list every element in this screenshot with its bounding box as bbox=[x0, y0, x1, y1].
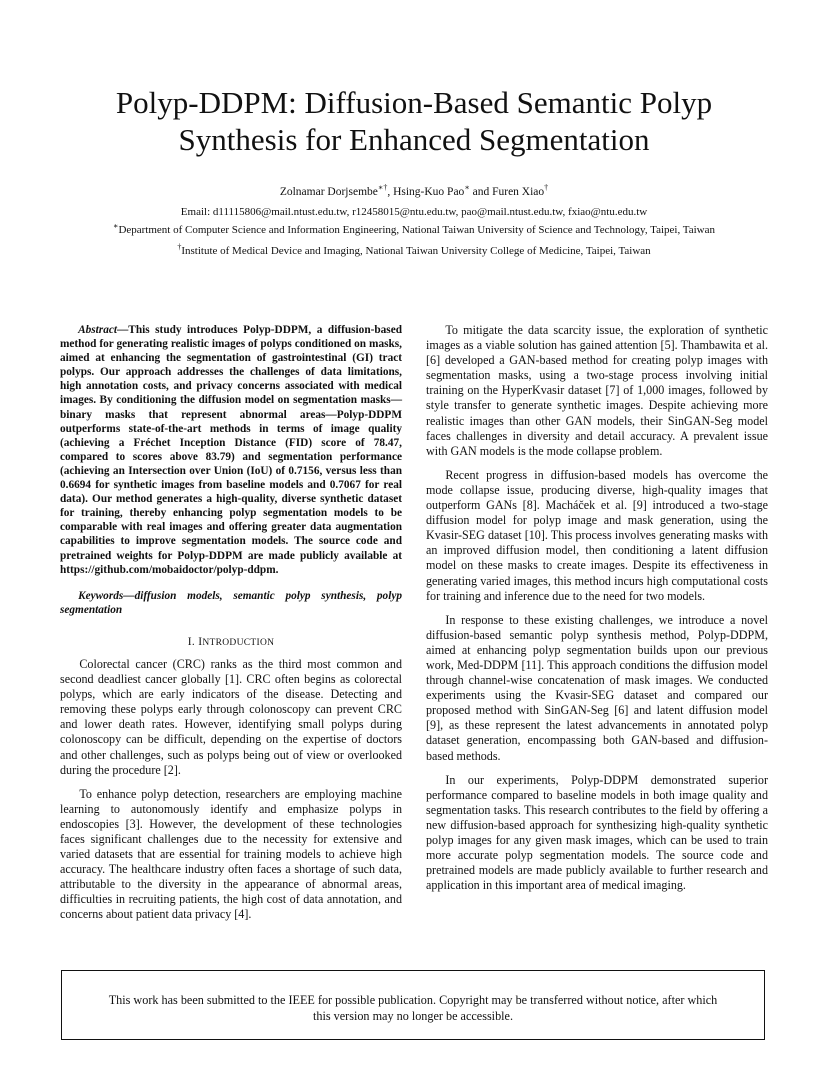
affiliation-2 bbox=[0, 242, 828, 257]
author-1: Zolnamar Dorjsembe bbox=[279, 186, 378, 198]
affiliation-2-mark: † bbox=[177, 242, 182, 252]
author-1-marks: ∗† bbox=[377, 183, 388, 193]
keywords-text: —diffusion models, semantic polyp synthesis, polyp segmentation bbox=[60, 589, 402, 616]
author-2: , Hsing-Kuo Pao bbox=[387, 186, 465, 198]
intro-paragraph-3: To mitigate the data scarcity issue, the exploration of synthetic images as a viable solution has gained attention [5]. Thambawita et al. [6] developed a GAN-based method for creating polyp images with segmentation masks, using a two-stage process involving initial training on the HyperKvasir dataset [7] of 1,000 images, followed by style transfer to generate synthetic images. Despite achieving more realistic images than other GAN models, their SinGAN-Seg model faces challenges in diversity and detail accuracy. A prevalent issue with GAN models is the mode collapse problem. bbox=[426, 323, 768, 458]
author-emails: Email: d11115806@mail.ntust.edu.tw, r12458015@ntu.edu.tw, pao@mail.ntust.edu.tw, fxiao@ntu.edu.tw bbox=[180, 206, 648, 218]
paper-title bbox=[60, 84, 768, 158]
notice-line-1: This work has been submitted to the IEEE for possible publication. Copyright may be transferred without notice, after which bbox=[108, 993, 718, 1007]
title-line-2: Synthesis for Enhanced Segmentation bbox=[178, 122, 650, 157]
intro-paragraph-2: To enhance polyp detection, researchers are employing machine learning to autonomously identify and emphasize polyps in endoscopies [3]. However, the development of these technologies faces significant challenges due to the necessity for extensive and varied datasets that are essential for training models to achieve high accuracy. The healthcare industry often faces a shortage of such data, attributable to the diversity in the appearance of abnormal areas, difficulties in recruiting patients, the high cost of data annotation, and concerns about patient data privacy [4]. bbox=[60, 786, 402, 922]
intro-paragraph-5: In response to these existing challenges, we introduce a novel diffusion-based semantic polyp synthesis method, Polyp-DDPM, aimed at enhancing polyp segmentation builds upon our previous work, Med-DDPM [11]. This approach conditions the diffusion model through channel-wise concatenation of mask images. We conducted experiments using the Kvasir-SEG dataset and compared our proposed method with SinGAN-Seg [6] and latent diffusion model [9], as these represent the latest advancements in annotated polyp dataset generation, encompassing both GAN-based and diffusion-based methods. bbox=[426, 612, 768, 763]
section-title-first: I bbox=[198, 635, 203, 648]
ieee-submission-notice bbox=[61, 970, 765, 1040]
author-2-marks: ∗ bbox=[464, 183, 470, 193]
notice-line-2: this version may no longer be accessible. bbox=[312, 1009, 514, 1023]
intro-paragraph-6: In our experiments, Polyp-DDPM demonstrated superior performance compared to baseline models in both image quality and segmentation tasks. This research contributes to the field by offering a new diffusion-based approach for synthesizing high-quality synthetic polyp images for any given mask images, which can be used to train more accurate polyp segmentation models. The source code and pretrained models are made publicly available to further research and application in this important area of medical imaging. bbox=[426, 772, 768, 893]
abstract-text: —This study introduces Polyp-DDPM, a diffusion-based method for generating realistic images of polyps conditioned on masks, aimed at enhancing the segmentation of gastrointestinal (GI) tract polyps. Our approach addresses the challenges of data limitations, high annotation costs, and privacy concerns associated with medical images. By conditioning the diffusion model on segmentation masks—binary masks that represent abnormal areas—Polyp-DDPM outperforms state-of-the-art methods in terms of image quality (achieving a Fréchet Inception Distance (FID) score of 78.47, compared to scores above 83.79) and segmentation performance (achieving an Intersection over Union (IoU) of 0.7156, versus less than 0.6694 for synthetic images from baseline models and 0.7067 for real data). Our method generates a high-quality, diverse synthetic dataset for training, thereby enhancing polyp segmentation models to be comparable with real images and offering greater data augmentation capabilities to improve segmentation models. The source code and pretrained weights for Polyp-DDPM are made publicly available at https://github.com/mobaidoctor/polyp-ddpm. bbox=[60, 324, 402, 576]
title-line-1: Polyp-DDPM: Diffusion-Based Semantic Polyp bbox=[115, 85, 713, 120]
intro-paragraph-4: Recent progress in diffusion-based models has overcome the mode collapse issue, producing diverse, high-quality images that outperform GANs [8]. Macháček et al. [9] introduced a two-stage diffusion model for polyp image and mask generation, using the Kvasir-SEG dataset [10]. This process involves generating masks with an improved diffusion model, then conditioning a latent diffusion model on these masks to create images. Despite its effectiveness in generating varied images, this method incurs high computational costs for training and inference due to the need for two models. bbox=[426, 467, 768, 603]
affiliation-1-mark: ∗ bbox=[113, 221, 119, 231]
intro-paragraph-1: Colorectal cancer (CRC) ranks as the third most common and second deadliest cancer globally [1]. CRC often begins as colorectal polyps, which are early indicators of the disease. Detecting and removing these polyps early through colonoscopy can prevent CRC and lower death rates. However, identifying small polyps during colonoscopy can be difficult, depending on the expertise of doctors and other challenges, such as polyps being out of view or overlooked during the procedure [2]. bbox=[60, 656, 402, 777]
section-heading-introduction bbox=[60, 635, 402, 651]
left-column bbox=[60, 323, 402, 932]
affiliation-1-text: Department of Computer Science and Information Engineering, National Taiwan University of Science and Technology, Taipei, Taiwan bbox=[118, 224, 715, 236]
keywords bbox=[60, 589, 402, 617]
author-list bbox=[0, 183, 828, 198]
author-3: and Furen Xiao bbox=[469, 186, 545, 198]
right-column bbox=[426, 323, 768, 902]
affiliation-2-text: Institute of Medical Device and Imaging, National Taiwan University College of Medicine, Taipei, Taiwan bbox=[181, 245, 651, 257]
section-numeral: I. bbox=[187, 635, 199, 648]
keywords-label: Keywords bbox=[78, 589, 124, 602]
section-title-rest: NTRODUCTION bbox=[202, 637, 275, 648]
author-3-marks: † bbox=[544, 183, 549, 193]
abstract bbox=[60, 323, 402, 577]
abstract-label: Abstract bbox=[78, 324, 117, 336]
affiliation-1 bbox=[0, 221, 828, 236]
